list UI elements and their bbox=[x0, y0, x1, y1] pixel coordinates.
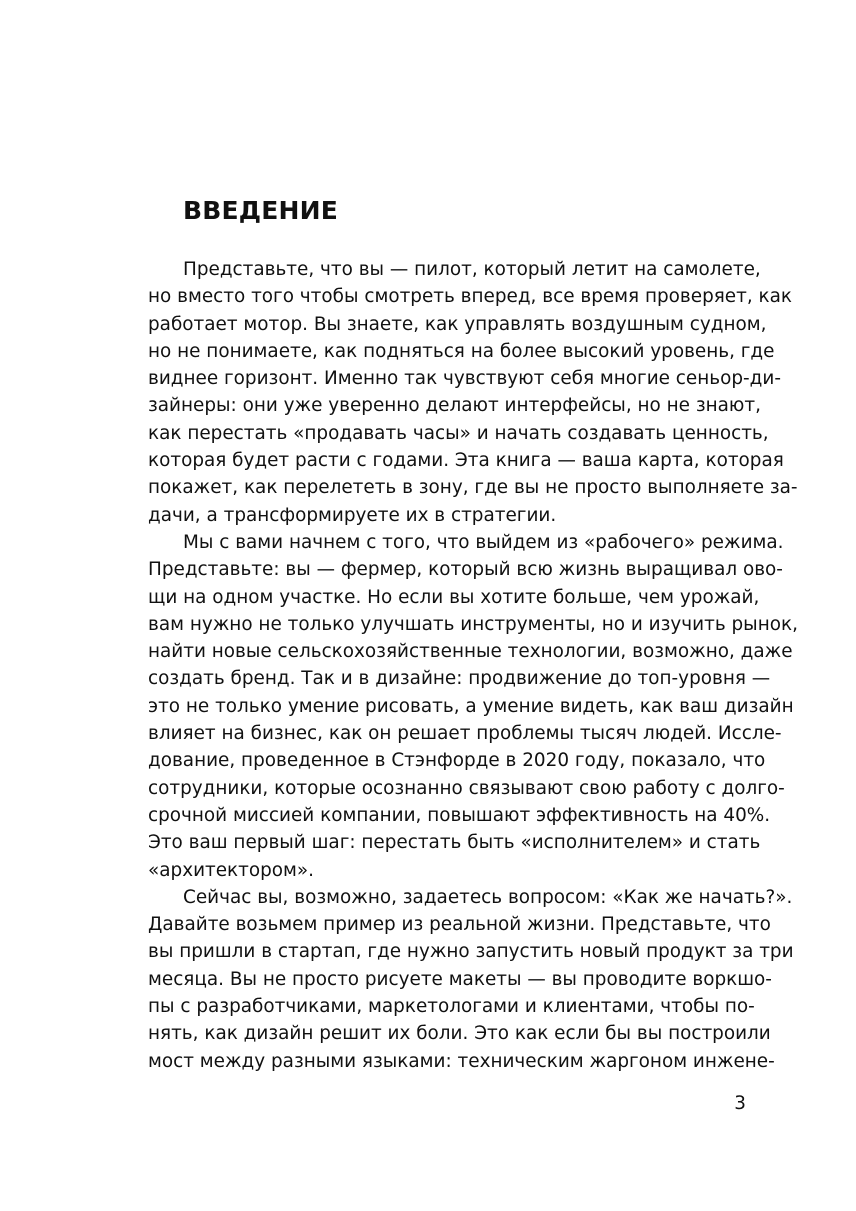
text-line: пы с разработчиками, маркетологами и клиентами, чтобы по- bbox=[148, 996, 755, 1018]
text-line: покажет, как перелететь в зону, где вы не просто выполняете за- bbox=[148, 477, 798, 499]
paragraph bbox=[148, 529, 798, 884]
text-line: влияет на бизнес, как он решает проблемы тысяч людей. Иссле- bbox=[148, 723, 782, 745]
text-line: месяца. Вы не просто рисуете макеты — вы проводите воркшо- bbox=[148, 968, 772, 990]
text-line: Это ваш первый шаг: перестать быть «исполнителем» и стать bbox=[148, 832, 761, 854]
body-text bbox=[148, 256, 798, 1075]
text-line: сотрудники, которые осознанно связывают свою работу с долго- bbox=[148, 777, 785, 799]
text-line: срочной миссией компании, повышают эффективность на 40%. bbox=[148, 804, 771, 826]
text-line: это не только умение рисовать, а умение видеть, как ваш дизайн bbox=[148, 695, 794, 717]
text-line: щи на одном участке. Но если вы хотите больше, чем урожай, bbox=[148, 586, 760, 608]
chapter-heading: ВВЕДЕНИЕ bbox=[183, 196, 339, 225]
text-line: но вместо того чтобы смотреть вперед, все время проверяет, как bbox=[148, 286, 793, 308]
text-line: вам нужно не только улучшать инструменты, но и изучить рынок, bbox=[148, 613, 798, 635]
text-line: создать бренд. Так и в дизайне: продвижение до топ-уровня — bbox=[148, 668, 771, 690]
text-line: дование, проведенное в Стэнфорде в 2020 году, показало, что bbox=[148, 750, 766, 772]
text-line: дачи, а трансформируете их в стратегии. bbox=[148, 504, 557, 526]
text-line: «архитектором». bbox=[148, 859, 315, 881]
text-line: зайнеры: они уже уверенно делают интерфейсы, но не знают, bbox=[148, 395, 761, 417]
text-line: виднее горизонт. Именно так чувствуют себя многие сеньор-ди- bbox=[148, 368, 781, 390]
text-line: Сейчас вы, возможно, задаетесь вопросом: «Как же начать?». bbox=[183, 886, 793, 908]
text-line: Мы с вами начнем с того, что выйдем из «рабочего» режима. bbox=[183, 531, 784, 553]
text-line: Давайте возьмем пример из реальной жизни. Представьте, что bbox=[148, 914, 771, 936]
text-line: Представьте, что вы — пилот, который летит на самолете, bbox=[183, 259, 761, 280]
text-line: найти новые сельскохозяйственные технологии, возможно, даже bbox=[148, 641, 793, 663]
text-line: но не понимаете, как подняться на более высокий уровень, где bbox=[148, 340, 775, 362]
paragraph bbox=[148, 884, 794, 1075]
paragraph bbox=[148, 256, 798, 529]
page-number: 3 bbox=[734, 1093, 746, 1114]
text-line: которая будет расти с годами. Эта книга — ваша карта, которая bbox=[148, 450, 784, 472]
text-line: нять, как дизайн решит их боли. Это как если бы вы построили bbox=[148, 1023, 771, 1045]
text-line: вы пришли в стартап, где нужно запустить новый продукт за три bbox=[148, 941, 794, 963]
text-line: как перестать «продавать часы» и начать создавать ценность, bbox=[148, 422, 769, 444]
text-line: работает мотор. Вы знаете, как управлять воздушным судном, bbox=[148, 313, 767, 335]
text-line: Представьте: вы — фермер, который всю жизнь выращивал ово- bbox=[148, 559, 783, 581]
text-line: мост между разными языками: техническим жаргоном инжене- bbox=[148, 1050, 775, 1072]
